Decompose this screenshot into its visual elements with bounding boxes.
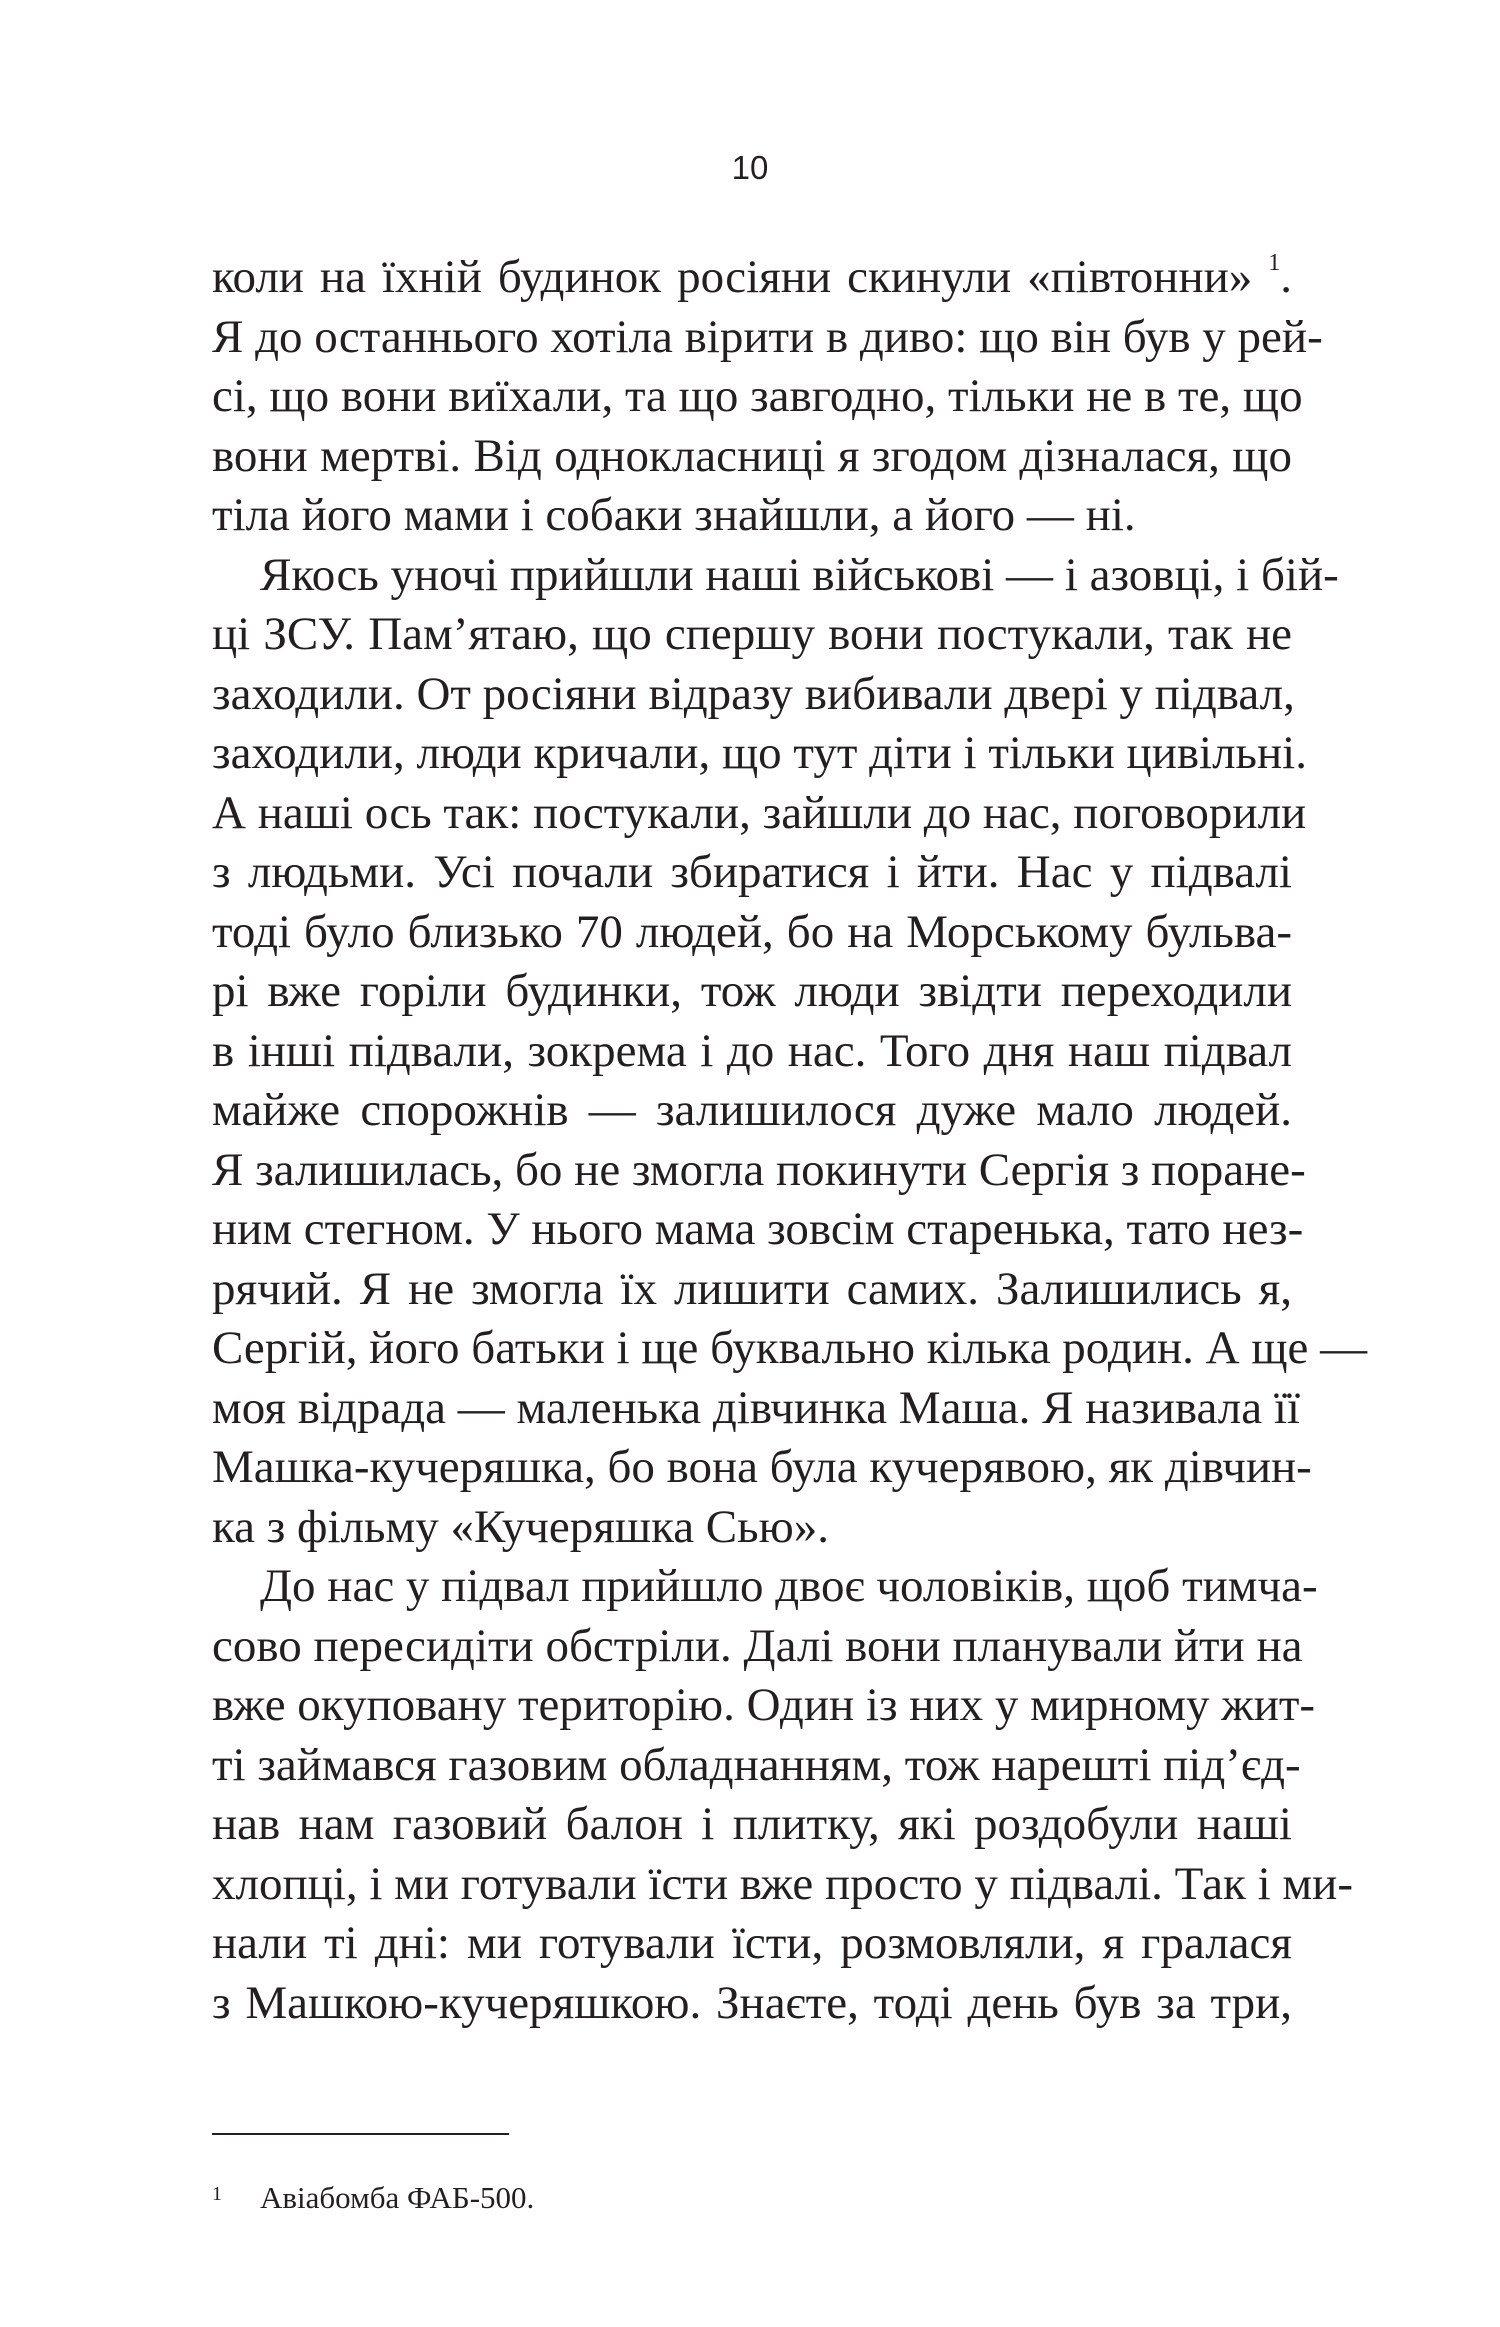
footnote-number: 1 — [212, 2183, 222, 2205]
text-line: заходили, люди кричали, що тут діти і тільки цивільні. — [212, 727, 1307, 779]
text-line: рячий. Я не змогла їх лишити самих. Залишились я, — [212, 1262, 1292, 1315]
text-line: Сергій, його батьки і ще буквально кілька родин. А ще — — [212, 1322, 1368, 1374]
footnote-text: Авіабомба ФАБ-500. — [260, 2180, 535, 2215]
text-line: з людьми. Усі почали збиратися і йти. Нас у підвалі — [212, 846, 1292, 898]
text-line: майже спорожнів — залишилося дуже мало людей. — [212, 1084, 1292, 1136]
text-line: заходили. От росіяни відразу вибивали двері у підвал, — [212, 667, 1295, 720]
text-line: з Машкою-кучеряшкою. Знаєте, тоді день був за три, — [212, 1976, 1292, 2029]
text-line: в інші підвали, зокрема і до нас. Того дня наш підвал — [212, 1024, 1292, 1077]
footnote — [212, 2174, 1292, 2218]
text-line: Якось уночі прийшли наші військові — і азовці, і бій- — [260, 548, 1339, 601]
text-line: Я залишилась, бо не змогла покинути Сергія з поране- — [212, 1143, 1306, 1196]
text-line: нав нам газовий балон і плитку, які роздобули наші — [212, 1798, 1292, 1850]
text-line: ті займався газовим обладнанням, тож нарешті під’єд- — [212, 1738, 1301, 1791]
text-line: вже окуповану територію. Один із них у мирному жит- — [212, 1679, 1316, 1731]
body-text — [212, 248, 1368, 2033]
text-line: тіла його мами і собаки знайшли, а його — ні. — [212, 489, 1136, 541]
text-line: тоді було близько 70 людей, бо на Морському бульва- — [212, 905, 1292, 958]
footnote-divider — [212, 2133, 509, 2135]
text-line: моя відрада — маленька дівчинка Маша. Я називала її — [212, 1381, 1300, 1434]
text-line: Машка-кучеряшка, бо вона була кучерявою, як дівчин- — [212, 1441, 1312, 1493]
text-line: вони мертві. Від однокласниці я згодом дізналася, що — [212, 429, 1292, 482]
text-line: Я до останнього хотіла вірити в диво: що він був у рей- — [212, 310, 1323, 363]
text-line: ним стегном. У нього мама зовсім старенька, тато нез- — [212, 1203, 1304, 1255]
text-line: А наші ось так: постукали, зайшли до нас, поговорили — [212, 786, 1307, 839]
text-line: нали ті дні: ми готували їсти, розмовляли, я гралася — [212, 1917, 1292, 1969]
text-line: рі вже горіли будинки, тож люди звідти переходили — [212, 965, 1292, 1017]
text-line: До нас у підвал прийшло двоє чоловіків, щоб тимча- — [260, 1560, 1318, 1612]
text-line: хлопці, і ми готували їсти вже просто у підвалі. Так і ми- — [212, 1857, 1353, 1910]
text-line: коли на їхній будинок росіяни скинули «півтонни» $^1$. — [212, 250, 1292, 303]
page-number: 10 — [731, 149, 769, 186]
text-line: сово пересидіти обстріли. Далі вони планували йти на — [212, 1619, 1303, 1672]
text-line: ці ЗСУ. Пам’ятаю, що спершу вони постукали, так не — [212, 608, 1292, 660]
text-line: сі, що вони виїхали, та що завгодно, тільки не в те, що — [212, 370, 1303, 422]
footnote-reference[interactable]: 1 — [1268, 250, 1281, 276]
text-line: ка з фільму «Кучеряшка Сью». — [212, 1500, 829, 1553]
